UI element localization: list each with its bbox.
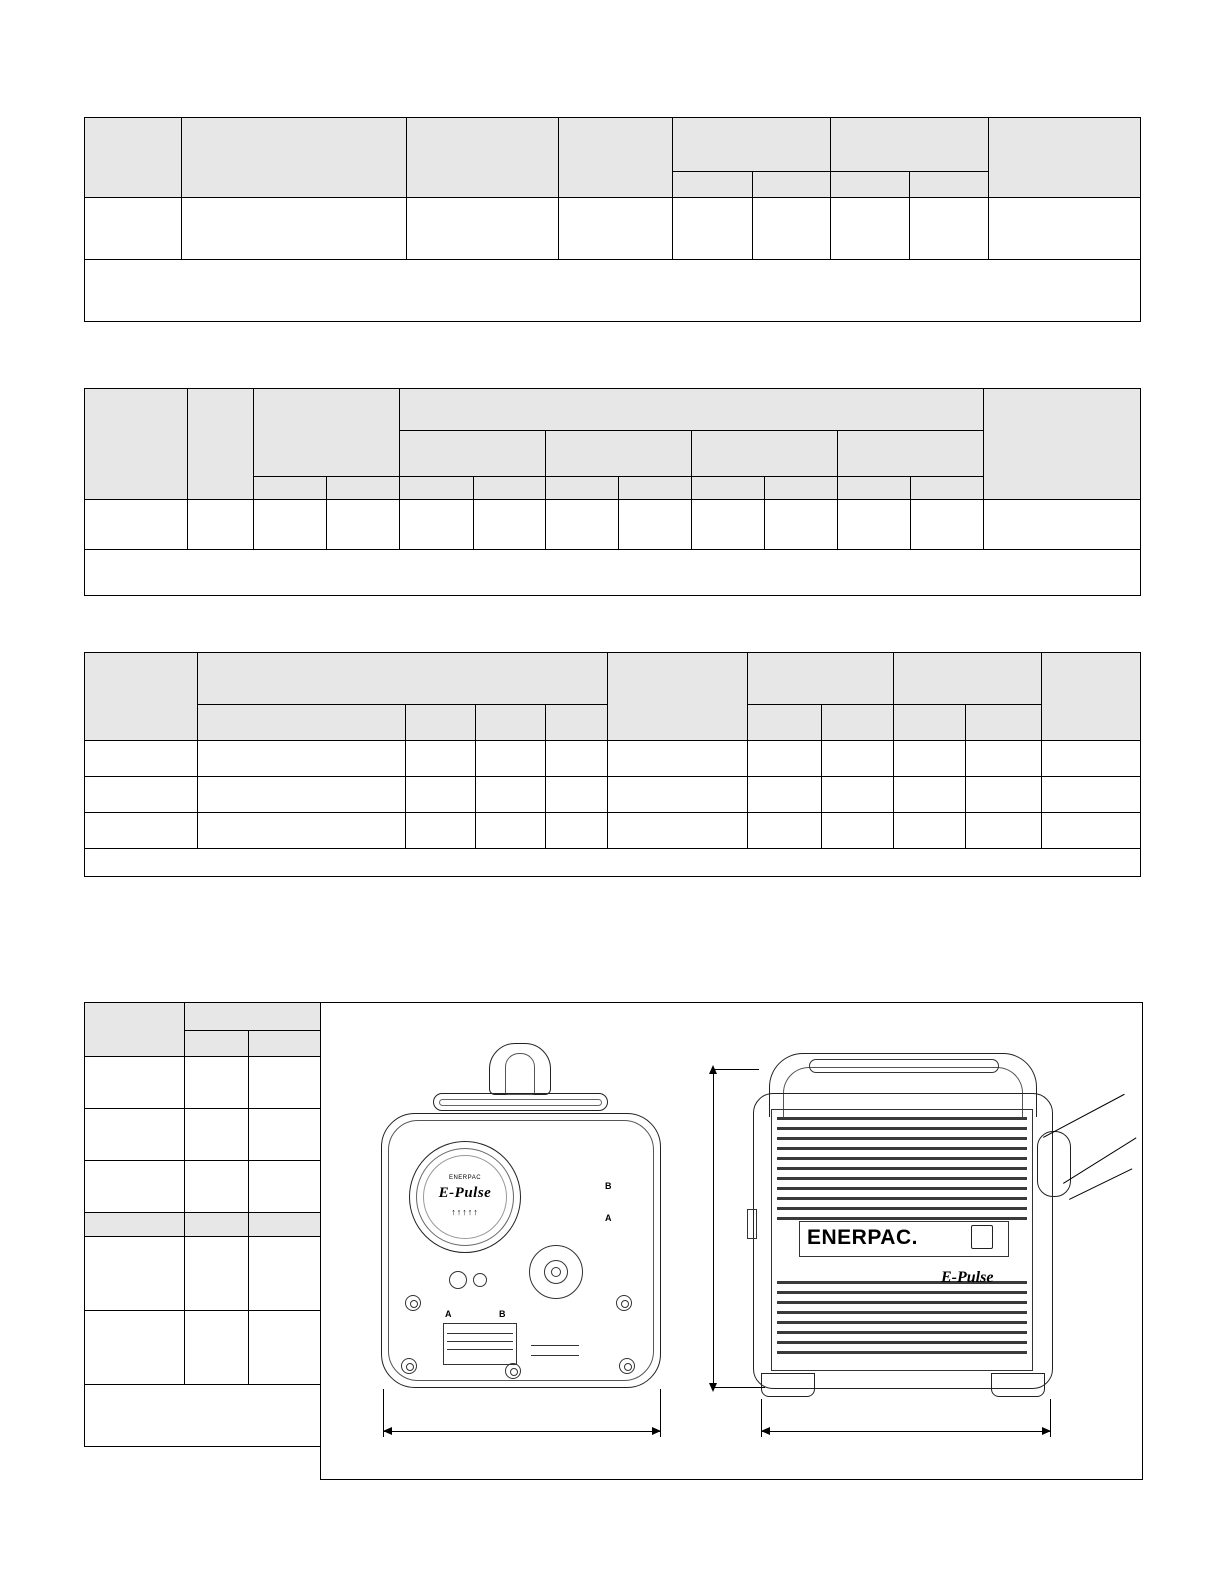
cell (85, 813, 198, 849)
table-row (85, 1057, 321, 1109)
cooling-fin (777, 1321, 1027, 1324)
cell (545, 500, 618, 550)
dimension-arrow-right-icon (652, 1427, 661, 1435)
cell (965, 813, 1041, 849)
cooling-fin (777, 1187, 1027, 1190)
table-row (85, 118, 1141, 172)
cell (254, 477, 327, 500)
cell (673, 118, 831, 172)
cell (85, 653, 198, 741)
cell (249, 1161, 321, 1213)
cell (545, 431, 691, 477)
table-row (85, 1213, 321, 1237)
cell (984, 389, 1141, 500)
cell (85, 1161, 185, 1213)
callout-leader-line (1063, 1137, 1136, 1183)
cell (691, 431, 837, 477)
table-footnote-row (85, 260, 1141, 322)
valve-plate-line (447, 1341, 513, 1342)
specification-table-3 (84, 652, 1141, 877)
callout-leader-line (1043, 1094, 1125, 1138)
table-row (85, 741, 1141, 777)
cell (965, 705, 1041, 741)
extension-line (713, 1069, 759, 1070)
table-footnote-row (85, 550, 1141, 596)
handle-bar-inner (439, 1099, 602, 1106)
cell (249, 1109, 321, 1161)
cell (764, 477, 837, 500)
table-row (85, 653, 1141, 705)
cell (747, 741, 821, 777)
cell (249, 1213, 321, 1237)
brand-label: ENERPAC. (807, 1226, 918, 1249)
cooling-fin (777, 1147, 1027, 1150)
cell (546, 741, 608, 777)
cell (185, 1213, 249, 1237)
cooling-fin (777, 1127, 1027, 1130)
model-label: E-Pulse (941, 1269, 994, 1286)
valve-plate-line (447, 1349, 513, 1350)
cell (821, 705, 893, 741)
cell (608, 777, 747, 813)
cooling-fin (777, 1331, 1027, 1334)
carry-handle-grip (809, 1059, 999, 1073)
cell (1041, 741, 1140, 777)
cooling-fin (777, 1117, 1027, 1120)
cell (85, 1003, 185, 1057)
cell (406, 741, 476, 777)
cell (254, 500, 327, 550)
cell (545, 477, 618, 500)
cell (85, 1311, 185, 1385)
cell (406, 813, 476, 849)
port-label-a: A (445, 1309, 452, 1319)
table-row (85, 1161, 321, 1213)
port-label-a-side: A (605, 1213, 612, 1223)
valve-plate-line (531, 1355, 579, 1356)
table-footnote (85, 550, 1141, 596)
cell (400, 477, 473, 500)
cell (546, 705, 608, 741)
cell (910, 172, 989, 198)
table-row (85, 198, 1141, 260)
cell (558, 118, 672, 198)
valve-plate (443, 1323, 517, 1365)
cell (185, 1109, 249, 1161)
specification-table-2 (84, 388, 1141, 596)
cell (185, 1003, 321, 1031)
cell (185, 1311, 249, 1385)
cell (406, 198, 558, 260)
cell (691, 500, 764, 550)
cell (85, 741, 198, 777)
cell (747, 653, 893, 705)
valve-plate-line (447, 1333, 513, 1334)
cell (673, 198, 753, 260)
table-row (85, 777, 1141, 813)
cell (691, 477, 764, 500)
cell (85, 1109, 185, 1161)
cell (198, 813, 406, 849)
cell (198, 741, 406, 777)
cooling-fin (777, 1167, 1027, 1170)
cell (182, 198, 407, 260)
front-view-drawing (361, 1033, 681, 1453)
cable-boss (1037, 1131, 1071, 1197)
cell (821, 777, 893, 813)
cell (327, 477, 400, 500)
specification-table-1 (84, 117, 1141, 322)
brand-mark-icon (971, 1225, 993, 1249)
cell (747, 705, 821, 741)
cell (185, 1237, 249, 1311)
cell (618, 500, 691, 550)
cell (198, 777, 406, 813)
cell (910, 198, 989, 260)
table-footnote-row (85, 849, 1141, 877)
cell (406, 118, 558, 198)
cooling-fin (777, 1207, 1027, 1210)
cell (747, 813, 821, 849)
cell (249, 1057, 321, 1109)
dimensions-table (84, 1002, 321, 1447)
cell (893, 741, 965, 777)
cell (406, 777, 476, 813)
cell (838, 500, 911, 550)
cell (400, 500, 473, 550)
cell (85, 777, 198, 813)
base-foot-left (761, 1373, 815, 1397)
base-foot-right (991, 1373, 1045, 1397)
cell (911, 477, 984, 500)
cell (249, 1031, 321, 1057)
cell (185, 1057, 249, 1109)
cell (85, 1057, 185, 1109)
cooling-fin (777, 1177, 1027, 1180)
cell (838, 477, 911, 500)
mounting-bolt (505, 1363, 521, 1379)
cell (85, 389, 188, 500)
cell (989, 198, 1141, 260)
cell (254, 389, 400, 477)
cell (831, 172, 910, 198)
cell (188, 389, 254, 500)
cell (821, 741, 893, 777)
motor-shaft-center (551, 1267, 561, 1277)
cell (831, 118, 989, 172)
cooling-fin (777, 1311, 1027, 1314)
side-view-drawing (691, 1033, 1131, 1453)
cell (965, 741, 1041, 777)
valve-plate-line (531, 1345, 579, 1346)
cell (476, 813, 546, 849)
cooling-fin (777, 1351, 1027, 1354)
cell (406, 705, 476, 741)
cell (1041, 777, 1140, 813)
cell (198, 653, 608, 705)
cooling-fin (777, 1291, 1027, 1294)
depth-dimension-line (761, 1431, 1051, 1432)
cell (473, 477, 545, 500)
dimension-arrow-left-icon (383, 1427, 392, 1435)
cell (185, 1031, 249, 1057)
gauge-waveform-icon: ↑↑↑↑↑ (451, 1207, 479, 1217)
cell (85, 1237, 185, 1311)
width-dimension-line (383, 1431, 661, 1432)
reservoir-cap-inner (505, 1053, 535, 1095)
cell (85, 1213, 185, 1237)
cell (1041, 653, 1140, 741)
cell (1041, 813, 1140, 849)
cooling-fin (777, 1197, 1027, 1200)
table-row (85, 813, 1141, 849)
extension-line (713, 1387, 765, 1388)
cooling-fin (777, 1137, 1027, 1140)
port-label-b: B (499, 1309, 506, 1319)
cell (249, 1311, 321, 1385)
cell (198, 705, 406, 741)
port-fitting-2 (473, 1273, 487, 1287)
cell (546, 813, 608, 849)
cell (753, 198, 831, 260)
cell (327, 500, 400, 550)
cell (608, 813, 747, 849)
cell (893, 813, 965, 849)
cell (608, 741, 747, 777)
cell (546, 777, 608, 813)
cell (473, 500, 545, 550)
table-row (85, 1311, 321, 1385)
mounting-bolt (619, 1358, 635, 1374)
cell (476, 705, 546, 741)
cell (893, 705, 965, 741)
table-footnote (85, 849, 1141, 877)
mounting-bolt (616, 1295, 632, 1311)
dimension-arrow-right-icon (1042, 1427, 1051, 1435)
table-row (85, 1003, 321, 1031)
table-row (85, 1237, 321, 1311)
cell (85, 198, 182, 260)
cell (608, 653, 747, 741)
cell (185, 1161, 249, 1213)
cell (476, 777, 546, 813)
cell (838, 431, 984, 477)
dimension-arrow-left-icon (761, 1427, 770, 1435)
table-footnote (85, 1385, 321, 1447)
cell (764, 500, 837, 550)
table-row (85, 500, 1141, 550)
product-dimension-drawing (320, 1002, 1143, 1480)
cell (893, 653, 1041, 705)
gauge-model-label: E-Pulse (438, 1185, 492, 1201)
mounting-bolt (401, 1358, 417, 1374)
cell (400, 389, 984, 431)
cell (85, 118, 182, 198)
cooling-fin (777, 1217, 1027, 1220)
cell (753, 172, 831, 198)
cell (618, 477, 691, 500)
gauge-brand-label: ENERPAC (448, 1175, 482, 1181)
cell (984, 500, 1141, 550)
cooling-fin (777, 1341, 1027, 1344)
table-footnote (85, 260, 1141, 322)
cooling-fin (777, 1301, 1027, 1304)
cell (747, 777, 821, 813)
cell (989, 118, 1141, 198)
cell (821, 813, 893, 849)
cell (188, 500, 254, 550)
cell (893, 777, 965, 813)
cell (965, 777, 1041, 813)
side-connector-tab (747, 1209, 757, 1239)
cell (673, 172, 753, 198)
cell (911, 500, 984, 550)
table-row (85, 1109, 321, 1161)
mounting-bolt (405, 1295, 421, 1311)
cell (85, 500, 188, 550)
port-label-b-side: B (605, 1181, 612, 1191)
table-row (85, 389, 1141, 431)
cell (400, 431, 545, 477)
height-dimension-line (713, 1069, 714, 1387)
table-footnote-row (85, 1385, 321, 1447)
cooling-fin (777, 1157, 1027, 1160)
cell (476, 741, 546, 777)
cell (831, 198, 910, 260)
port-fitting-1 (449, 1271, 467, 1289)
cell (182, 118, 407, 198)
cell (558, 198, 672, 260)
cell (249, 1237, 321, 1311)
